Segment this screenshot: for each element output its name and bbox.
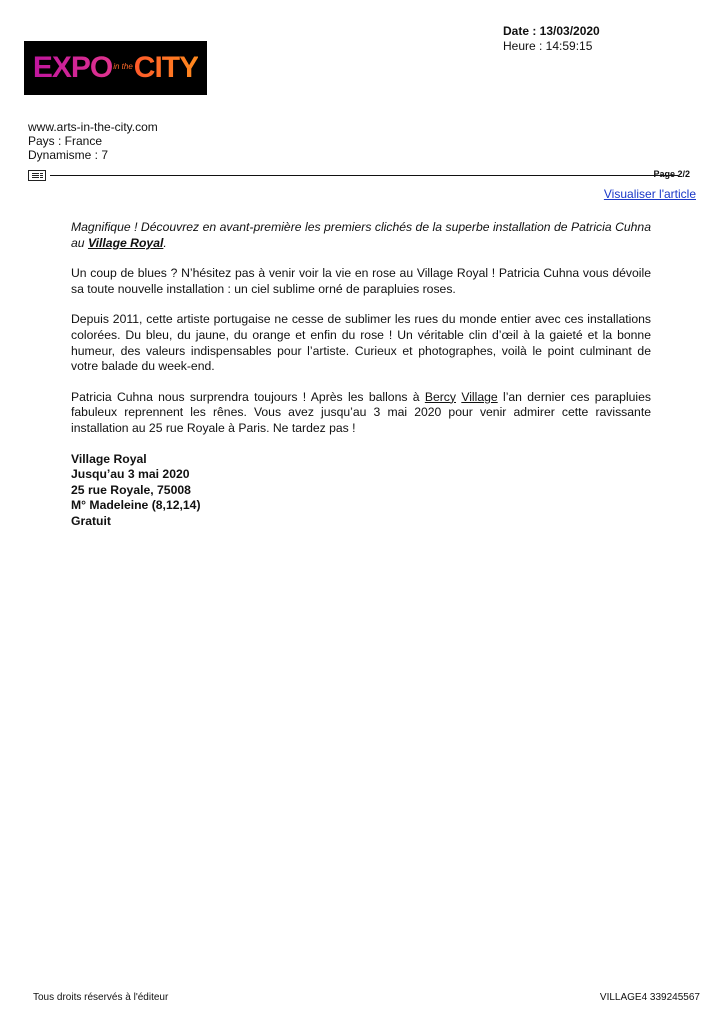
date-label: Date : 13/03/2020 xyxy=(503,24,600,38)
logo-text-city: CITY xyxy=(133,51,199,84)
article-body xyxy=(71,220,651,530)
village-royal-link[interactable]: Village Royal xyxy=(87,235,164,250)
source-dynamism: Dynamisme : 7 xyxy=(28,148,109,162)
article-paragraph-1: Un coup de blues ? N’hésitez pas à venir voir la vie en rose au Village Royal ! Patricia Cuhna vous dévoile sa toute nouvelle installation : un ciel sublime orné de parapluies roses. xyxy=(71,266,651,296)
page-number: Page 2/2 xyxy=(653,169,690,179)
event-dates: Jusqu’au 3 mai 2020 xyxy=(71,467,190,482)
lead-end: . xyxy=(163,235,167,250)
footer-reference: VILLAGE4 339245567 xyxy=(599,992,700,1003)
event-metro: M° Madeleine (8,12,14) xyxy=(71,498,201,513)
source-site: www.arts-in-the-city.com xyxy=(28,120,158,134)
event-venue: Village Royal xyxy=(71,451,147,466)
page-header-rule xyxy=(28,170,690,184)
event-price: Gratuit xyxy=(71,513,111,528)
view-article-link[interactable]: Visualiser l'article xyxy=(603,187,696,201)
source-meta xyxy=(28,120,158,162)
logo-text-expo: EXPO xyxy=(32,51,113,84)
date-block xyxy=(503,24,600,54)
time-label: Heure : 14:59:15 xyxy=(503,39,593,53)
footer-rights: Tous droits réservés à l'éditeur xyxy=(33,992,169,1003)
lead-text: Magnifique ! Découvrez en avant-première les premiers clichés de la superbe installation de Patricia Cuhna au xyxy=(71,220,651,250)
p3-end: l’an dernier ces parapluies fabuleux reprennent les rênes. Vous avez jusqu’au 3 mai 2020 pour venir admirer cette ravissante installation au 25 rue Royale à Paris. Ne tardez pas ! xyxy=(71,389,652,435)
event-info xyxy=(71,452,651,530)
event-address: 25 rue Royale, 75008 xyxy=(71,482,191,497)
expo-in-the-city-logo xyxy=(24,41,207,95)
divider xyxy=(50,175,678,176)
p3-start: Patricia Cuhna nous surprendra toujours ! Après les ballons à xyxy=(71,389,425,404)
bercy-link[interactable]: Bercy xyxy=(424,389,456,404)
article-paragraph-3 xyxy=(71,390,651,437)
source-country: Pays : France xyxy=(28,134,103,148)
article-lead xyxy=(71,220,651,251)
village-link[interactable]: Village xyxy=(461,389,498,404)
article-paragraph-2: Depuis 2011, cette artiste portugaise ne cesse de sublimer les rues du monde entier avec ces installations colorées. Du bleu, du jaune, du orange et enfin du rose ! Un véritable clin d’œil à la gaieté et la bonne humeur, des valeurs indispensables pour l’artiste. Curieux et photographes, voilà le point culminant de votre balade du week-end. xyxy=(71,312,651,374)
document-icon xyxy=(28,170,46,181)
logo-text-in-the: in the xyxy=(113,61,133,71)
